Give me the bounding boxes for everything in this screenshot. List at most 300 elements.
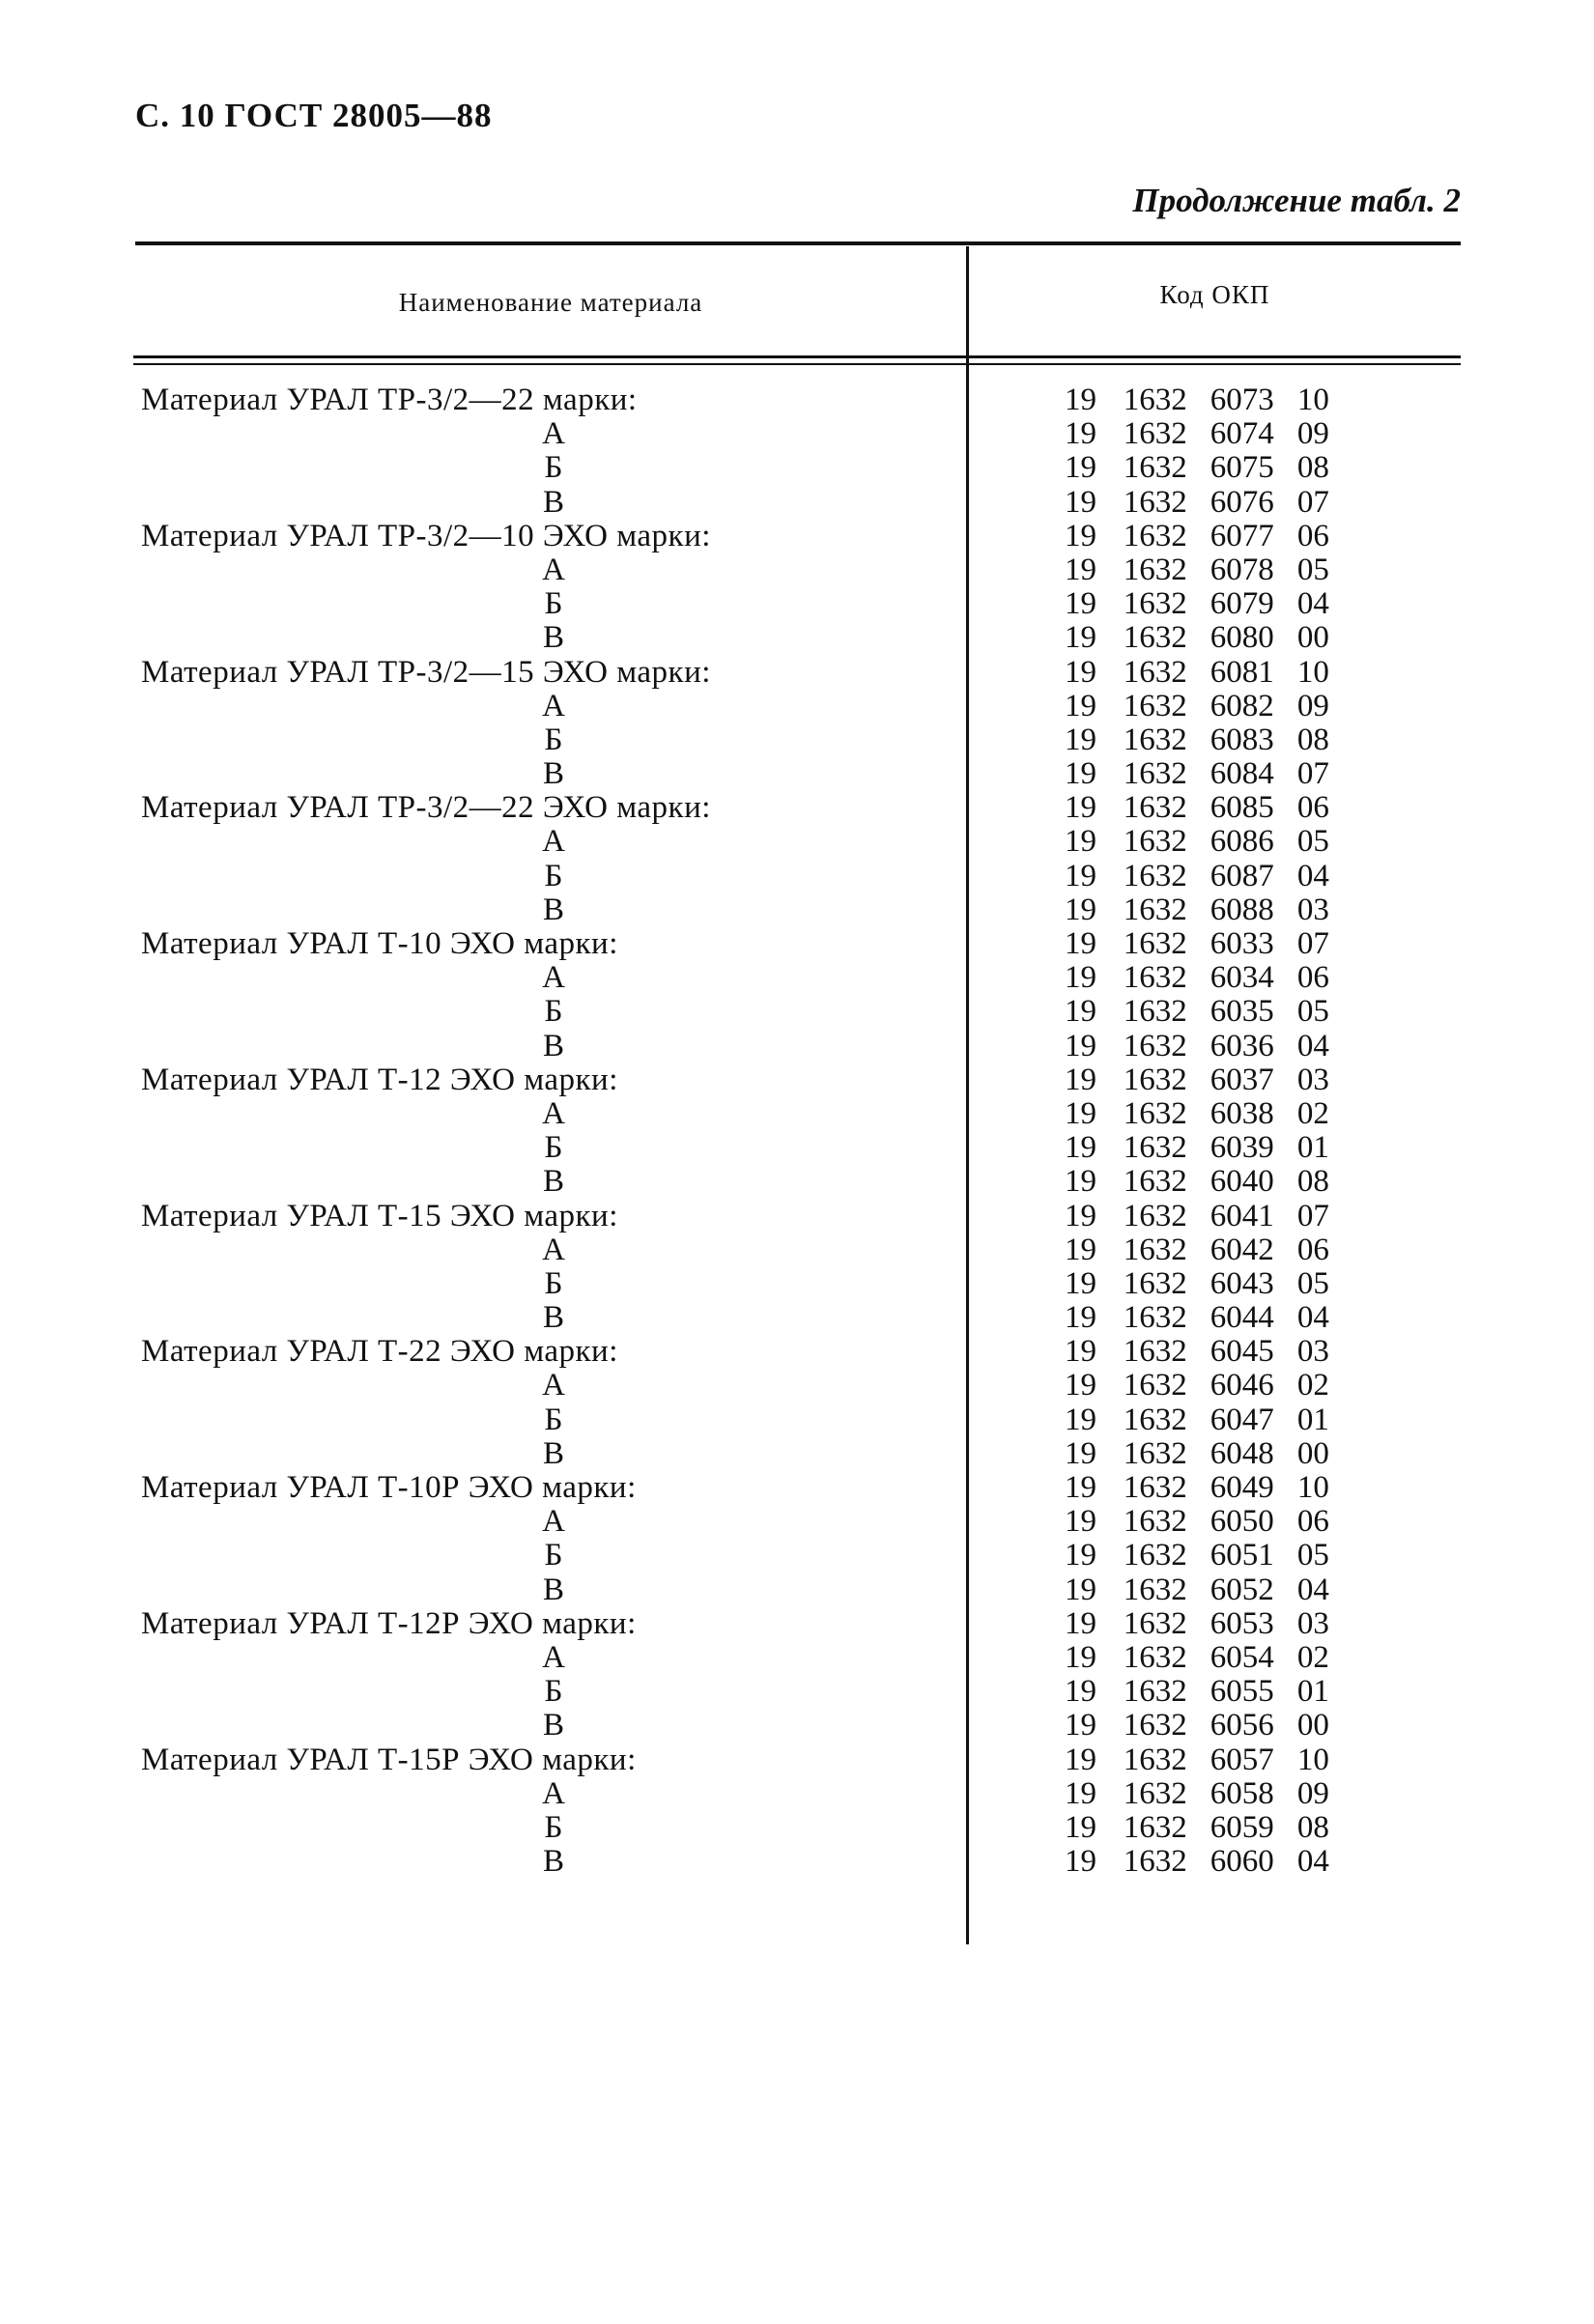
okp-code-part: 1632 [1123, 484, 1187, 520]
grade-label: Б [544, 586, 563, 622]
okp-code-part: 19 [1065, 1674, 1096, 1710]
okp-code-part: 06 [1296, 960, 1329, 996]
okp-code-part: 6084 [1210, 756, 1274, 792]
okp-code [1065, 1335, 1335, 1369]
okp-code-part: 6076 [1210, 484, 1274, 520]
okp-code [1065, 1777, 1335, 1811]
okp-code-part: 1632 [1123, 1300, 1187, 1336]
okp-code-part: 19 [1065, 1198, 1096, 1233]
okp-code [1065, 860, 1335, 893]
okp-code-part: 06 [1296, 1504, 1329, 1540]
okp-code-part: 6073 [1210, 383, 1274, 417]
okp-code-part: 19 [1065, 1639, 1096, 1675]
okp-code-part: 6055 [1210, 1674, 1274, 1710]
okp-code-part: 6050 [1210, 1504, 1274, 1540]
grade-label: А [542, 1095, 565, 1131]
okp-code-part: 19 [1065, 552, 1096, 587]
okp-code [1065, 927, 1335, 961]
okp-code [1065, 1845, 1335, 1879]
grade-label: Б [544, 1402, 563, 1437]
grade-label: В [542, 1028, 564, 1063]
okp-code-part: 6049 [1210, 1470, 1274, 1505]
okp-code-part: 1632 [1123, 1742, 1187, 1777]
okp-code [1065, 961, 1335, 995]
okp-code-part: 00 [1296, 620, 1329, 656]
okp-code-part: 19 [1065, 1844, 1096, 1880]
grade-label: Б [544, 450, 563, 486]
okp-code-part: 1632 [1123, 586, 1187, 622]
okp-code-part: 1632 [1123, 756, 1187, 792]
okp-code [1065, 791, 1335, 825]
okp-code-part: 07 [1296, 484, 1329, 520]
okp-code [1065, 825, 1335, 859]
okp-code-part: 6058 [1210, 1775, 1274, 1811]
grade-label: В [542, 1164, 564, 1200]
okp-code [1065, 1641, 1335, 1675]
material-name: Материал УРАЛ ТР-3/2—15 ЭХО марки: [141, 654, 711, 690]
okp-code-part: 05 [1296, 1265, 1329, 1301]
okp-code-part: 08 [1296, 722, 1329, 757]
okp-code-part: 19 [1065, 1572, 1096, 1607]
okp-code-part: 04 [1296, 1572, 1329, 1607]
okp-code-part: 1632 [1123, 1844, 1187, 1880]
okp-code [1065, 656, 1335, 690]
table-row [0, 1301, 1594, 1335]
grade-label: В [542, 1435, 564, 1471]
okp-code-part: 02 [1296, 1095, 1329, 1131]
okp-code-part: 19 [1065, 1028, 1096, 1063]
okp-code-part: 1632 [1123, 450, 1187, 486]
okp-code-part: 19 [1065, 960, 1096, 996]
table-row [0, 383, 1594, 417]
okp-code [1065, 1573, 1335, 1607]
okp-code-part: 1632 [1123, 858, 1187, 893]
okp-code-part: 04 [1296, 1028, 1329, 1063]
grade-label: Б [544, 994, 563, 1030]
grade-label: А [542, 1775, 565, 1811]
okp-code-part: 19 [1065, 1742, 1096, 1777]
okp-code-part: 6039 [1210, 1130, 1274, 1166]
grade-label: В [542, 756, 564, 792]
okp-code [1065, 995, 1335, 1029]
table-row [0, 757, 1594, 791]
table-row [0, 1267, 1594, 1301]
table-row [0, 995, 1594, 1029]
okp-code-part: 6036 [1210, 1028, 1274, 1063]
okp-code-part: 19 [1065, 1265, 1096, 1301]
okp-code-part: 19 [1065, 824, 1096, 860]
okp-code [1065, 723, 1335, 757]
page-header: С. 10 ГОСТ 28005—88 [135, 97, 493, 134]
okp-code-part: 04 [1296, 858, 1329, 893]
okp-code-part: 1632 [1123, 790, 1187, 826]
okp-code-part: 1632 [1123, 416, 1187, 452]
okp-code-part: 6045 [1210, 1334, 1274, 1370]
material-name: Материал УРАЛ Т-15Р ЭХО марки: [141, 1742, 637, 1777]
okp-code-part: 19 [1065, 450, 1096, 486]
okp-code [1065, 553, 1335, 587]
table-row [0, 791, 1594, 825]
okp-code-part: 19 [1065, 994, 1096, 1030]
okp-code [1065, 1267, 1335, 1301]
table-row [0, 621, 1594, 655]
okp-code-part: 6033 [1210, 926, 1274, 961]
okp-code [1065, 383, 1335, 417]
table-row [0, 520, 1594, 553]
okp-code-part: 6082 [1210, 688, 1274, 723]
okp-code-part: 00 [1296, 1435, 1329, 1471]
material-name: Материал УРАЛ Т-12 ЭХО марки: [141, 1062, 618, 1097]
column-header-okp-code: Код ОКП [1159, 280, 1270, 309]
okp-code-part: 19 [1065, 1538, 1096, 1573]
okp-code-part: 6081 [1210, 654, 1274, 690]
material-name: Материал УРАЛ ТР-3/2—22 марки: [141, 383, 638, 417]
okp-code-part: 07 [1296, 756, 1329, 792]
table-row [0, 1505, 1594, 1539]
okp-code-part: 03 [1296, 892, 1329, 927]
okp-code-part: 6079 [1210, 586, 1274, 622]
okp-code-part: 6085 [1210, 790, 1274, 826]
okp-code-part: 1632 [1123, 1538, 1187, 1573]
okp-code-part: 10 [1296, 1742, 1329, 1777]
material-name: Материал УРАЛ Т-15 ЭХО марки: [141, 1198, 618, 1233]
table-row [0, 927, 1594, 961]
table-row [0, 723, 1594, 757]
okp-code-part: 1632 [1123, 1639, 1187, 1675]
okp-code-part: 1632 [1123, 1164, 1187, 1200]
okp-code-part: 1632 [1123, 1435, 1187, 1471]
okp-code-part: 1632 [1123, 1504, 1187, 1540]
okp-code-part: 19 [1065, 586, 1096, 622]
table-row [0, 1131, 1594, 1165]
grade-label: В [542, 1844, 564, 1880]
okp-code-part: 10 [1296, 1470, 1329, 1505]
grade-label: А [542, 416, 565, 452]
okp-code-part: 1632 [1123, 1809, 1187, 1845]
okp-code-part: 1632 [1123, 1265, 1187, 1301]
okp-code-part: 19 [1065, 1130, 1096, 1166]
table-row [0, 1437, 1594, 1471]
table-row [0, 893, 1594, 927]
okp-code-part: 6046 [1210, 1368, 1274, 1403]
okp-code-part: 04 [1296, 586, 1329, 622]
material-name: Материал УРАЛ Т-10 ЭХО марки: [141, 926, 618, 961]
table-row [0, 1709, 1594, 1743]
table-continuation-label: Продолжение табл. 2 [1132, 182, 1461, 219]
table-row [0, 1165, 1594, 1199]
okp-code-part: 1632 [1123, 654, 1187, 690]
okp-code-part: 19 [1065, 1062, 1096, 1097]
okp-code-part: 1632 [1123, 552, 1187, 587]
okp-code-part: 19 [1065, 1504, 1096, 1540]
okp-code-part: 6042 [1210, 1232, 1274, 1267]
okp-code-part: 19 [1065, 518, 1096, 553]
material-name: Материал УРАЛ ТР-3/2—22 ЭХО марки: [141, 790, 711, 826]
okp-code-part: 1632 [1123, 1334, 1187, 1370]
okp-code-part: 1632 [1123, 1402, 1187, 1437]
table-row [0, 860, 1594, 893]
okp-code-part: 1632 [1123, 1095, 1187, 1131]
grade-label: А [542, 1232, 565, 1267]
table-row [0, 417, 1594, 451]
table-row [0, 690, 1594, 723]
table-row [0, 1845, 1594, 1879]
okp-code [1065, 587, 1335, 621]
table-top-rule [135, 241, 1461, 245]
okp-code-part: 19 [1065, 620, 1096, 656]
okp-code-part: 19 [1065, 416, 1096, 452]
material-name: Материал УРАЛ Т-12Р ЭХО марки: [141, 1605, 637, 1641]
okp-code-part: 1632 [1123, 688, 1187, 723]
okp-code-part: 1632 [1123, 518, 1187, 553]
grade-label: Б [544, 1674, 563, 1710]
grade-label: Б [544, 1538, 563, 1573]
okp-code [1065, 1369, 1335, 1403]
okp-code-part: 19 [1065, 1605, 1096, 1641]
okp-code [1065, 451, 1335, 485]
okp-code [1065, 1607, 1335, 1641]
okp-code-part: 07 [1296, 926, 1329, 961]
okp-code-part: 6056 [1210, 1708, 1274, 1743]
grade-label: А [542, 1504, 565, 1540]
okp-code-part: 05 [1296, 1538, 1329, 1573]
okp-code-part: 6074 [1210, 416, 1274, 452]
table-row [0, 451, 1594, 485]
okp-code-part: 1632 [1123, 994, 1187, 1030]
okp-code-part: 6037 [1210, 1062, 1274, 1097]
table-row [0, 1811, 1594, 1845]
okp-code-part: 6059 [1210, 1809, 1274, 1845]
table-row [0, 1675, 1594, 1709]
okp-code-part: 1632 [1123, 383, 1187, 417]
okp-code-part: 6047 [1210, 1402, 1274, 1437]
okp-code-part: 10 [1296, 383, 1329, 417]
okp-code-part: 6035 [1210, 994, 1274, 1030]
okp-code-part: 04 [1296, 1844, 1329, 1880]
okp-code-part: 6038 [1210, 1095, 1274, 1131]
material-name: Материал УРАЛ ТР-3/2—10 ЭХО марки: [141, 518, 711, 553]
table-row [0, 486, 1594, 520]
okp-code-part: 04 [1296, 1300, 1329, 1336]
okp-code-part: 08 [1296, 1164, 1329, 1200]
okp-code [1065, 1301, 1335, 1335]
okp-code-part: 03 [1296, 1062, 1329, 1097]
okp-code-part: 6053 [1210, 1605, 1274, 1641]
okp-code-part: 05 [1296, 824, 1329, 860]
table-row [0, 1539, 1594, 1573]
okp-code-part: 07 [1296, 1198, 1329, 1233]
okp-code-part: 6080 [1210, 620, 1274, 656]
grade-label: Б [544, 722, 563, 757]
okp-code-part: 02 [1296, 1368, 1329, 1403]
materials-table-body [0, 383, 1594, 1879]
okp-code-part: 03 [1296, 1334, 1329, 1370]
okp-code-part: 10 [1296, 654, 1329, 690]
okp-code [1065, 1675, 1335, 1709]
column-header-material-name: Наименование материала [398, 288, 703, 317]
okp-code-part: 06 [1296, 1232, 1329, 1267]
okp-code-part: 19 [1065, 1164, 1096, 1200]
okp-code [1065, 417, 1335, 451]
okp-code-part: 1632 [1123, 1028, 1187, 1063]
okp-code-part: 6052 [1210, 1572, 1274, 1607]
okp-code [1065, 893, 1335, 927]
okp-code-part: 6034 [1210, 960, 1274, 996]
okp-code-part: 1632 [1123, 1470, 1187, 1505]
okp-code-part: 19 [1065, 756, 1096, 792]
okp-code-part: 6077 [1210, 518, 1274, 553]
okp-code-part: 6086 [1210, 824, 1274, 860]
grade-label: В [542, 1708, 564, 1743]
grade-label: А [542, 688, 565, 723]
okp-code-part: 19 [1065, 1300, 1096, 1336]
okp-code-part: 19 [1065, 1809, 1096, 1845]
okp-code [1065, 1743, 1335, 1777]
okp-code-part: 19 [1065, 484, 1096, 520]
okp-code-part: 09 [1296, 688, 1329, 723]
okp-code [1065, 1131, 1335, 1165]
okp-code [1065, 520, 1335, 553]
material-name: Материал УРАЛ Т-10Р ЭХО марки: [141, 1470, 637, 1505]
okp-code-part: 6040 [1210, 1164, 1274, 1200]
table-row [0, 1777, 1594, 1811]
okp-code [1065, 757, 1335, 791]
okp-code-part: 1632 [1123, 1708, 1187, 1743]
okp-code-part: 6043 [1210, 1265, 1274, 1301]
okp-code [1065, 1165, 1335, 1199]
okp-code-part: 6078 [1210, 552, 1274, 587]
okp-code [1065, 1437, 1335, 1471]
okp-code-part: 08 [1296, 450, 1329, 486]
grade-label: Б [544, 1809, 563, 1845]
okp-code-part: 1632 [1123, 1572, 1187, 1607]
table-row [0, 1641, 1594, 1675]
okp-code-part: 19 [1065, 1708, 1096, 1743]
okp-code-part: 1632 [1123, 722, 1187, 757]
okp-code-part: 09 [1296, 416, 1329, 452]
okp-code-part: 19 [1065, 654, 1096, 690]
grade-label: В [542, 1572, 564, 1607]
grade-label: Б [544, 1265, 563, 1301]
okp-code-part: 6075 [1210, 450, 1274, 486]
okp-code-part: 09 [1296, 1775, 1329, 1811]
okp-code-part: 1632 [1123, 892, 1187, 927]
okp-code-part: 19 [1065, 892, 1096, 927]
table-row [0, 1097, 1594, 1131]
okp-code [1065, 1505, 1335, 1539]
okp-code-part: 1632 [1123, 1062, 1187, 1097]
okp-code-part: 1632 [1123, 1775, 1187, 1811]
okp-code-part: 06 [1296, 790, 1329, 826]
okp-code-part: 05 [1296, 994, 1329, 1030]
okp-code-part: 19 [1065, 688, 1096, 723]
table-row [0, 1403, 1594, 1437]
grade-label: А [542, 824, 565, 860]
okp-code-part: 00 [1296, 1708, 1329, 1743]
okp-code-part: 19 [1065, 1470, 1096, 1505]
table-row [0, 1369, 1594, 1403]
okp-code-part: 6060 [1210, 1844, 1274, 1880]
okp-code [1065, 1403, 1335, 1437]
okp-code-part: 08 [1296, 1809, 1329, 1845]
okp-code [1065, 1539, 1335, 1573]
table-row [0, 1030, 1594, 1063]
okp-code-part: 03 [1296, 1605, 1329, 1641]
okp-code-part: 19 [1065, 926, 1096, 961]
okp-code-part: 06 [1296, 518, 1329, 553]
grade-label: В [542, 892, 564, 927]
grade-label: А [542, 552, 565, 587]
okp-code [1065, 1709, 1335, 1743]
table-row [0, 656, 1594, 690]
okp-code-part: 1632 [1123, 824, 1187, 860]
grade-label: А [542, 960, 565, 996]
table-row [0, 1233, 1594, 1267]
okp-code-part: 1632 [1123, 1232, 1187, 1267]
okp-code-part: 6087 [1210, 858, 1274, 893]
okp-code-part: 1632 [1123, 1368, 1187, 1403]
okp-code-part: 1632 [1123, 620, 1187, 656]
okp-code-part: 6054 [1210, 1639, 1274, 1675]
okp-code-part: 19 [1065, 790, 1096, 826]
okp-code-part: 6051 [1210, 1538, 1274, 1573]
grade-label: В [542, 620, 564, 656]
table-row [0, 961, 1594, 995]
okp-code-part: 19 [1065, 1368, 1096, 1403]
okp-code [1065, 690, 1335, 723]
okp-code-part: 1632 [1123, 926, 1187, 961]
okp-code [1065, 1097, 1335, 1131]
okp-code [1065, 621, 1335, 655]
okp-code-part: 19 [1065, 722, 1096, 757]
okp-code-part: 1632 [1123, 1605, 1187, 1641]
grade-label: В [542, 484, 564, 520]
table-row [0, 1200, 1594, 1233]
okp-code [1065, 486, 1335, 520]
okp-code-part: 1632 [1123, 1198, 1187, 1233]
grade-label: А [542, 1368, 565, 1403]
okp-code [1065, 1233, 1335, 1267]
okp-code-part: 19 [1065, 1775, 1096, 1811]
okp-code [1065, 1471, 1335, 1505]
okp-code-part: 6048 [1210, 1435, 1274, 1471]
table-row [0, 553, 1594, 587]
header-rule [133, 363, 1461, 365]
okp-code [1065, 1030, 1335, 1063]
okp-code-part: 19 [1065, 1402, 1096, 1437]
okp-code-part: 19 [1065, 383, 1096, 417]
okp-code-part: 6083 [1210, 722, 1274, 757]
grade-label: В [542, 1300, 564, 1336]
table-row [0, 1607, 1594, 1641]
table-row [0, 1743, 1594, 1777]
okp-code-part: 6044 [1210, 1300, 1274, 1336]
okp-code-part: 1632 [1123, 1674, 1187, 1710]
okp-code-part: 05 [1296, 552, 1329, 587]
grade-label: А [542, 1639, 565, 1675]
okp-code-part: 19 [1065, 1435, 1096, 1471]
okp-code [1065, 1200, 1335, 1233]
table-row [0, 825, 1594, 859]
okp-code-part: 6041 [1210, 1198, 1274, 1233]
table-row [0, 1335, 1594, 1369]
okp-code-part: 19 [1065, 1334, 1096, 1370]
okp-code-part: 6088 [1210, 892, 1274, 927]
table-row [0, 587, 1594, 621]
table-row [0, 1471, 1594, 1505]
okp-code-part: 02 [1296, 1639, 1329, 1675]
grade-label: Б [544, 858, 563, 893]
